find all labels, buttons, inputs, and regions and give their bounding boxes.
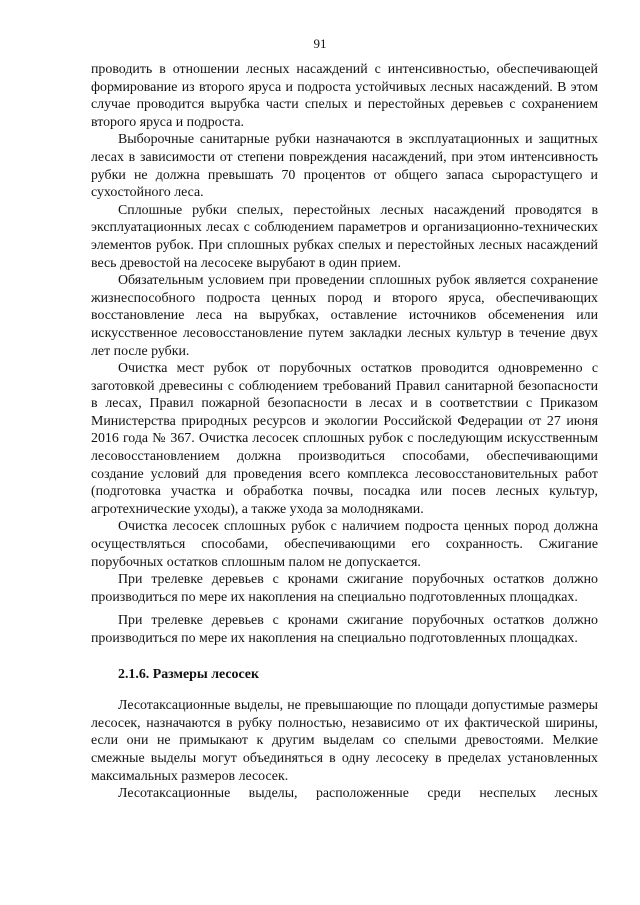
paragraph-skidding-burning-1: При трелевке деревьев с кронами сжигание порубочных остатков должно производиться по мере их накопления на специально подготовленных площадках.: [91, 572, 598, 605]
paragraph-continuation: проводить в отношении лесных насаждений с интенсивностью, обеспечивающей формирование из второго яруса и подроста устойчивых лесных насаждений. В этом случае проводится вырубка части спелых и перестойных деревьев с сохранением второго яруса и подроста.: [91, 62, 598, 130]
paragraph-mandatory-condition: Обязательным условием при проведении сплошных рубок является сохранение жизнеспособного подроста ценных пород и второго яруса, обеспечивающих восстановление леса на вырубках, оставление источников обсеменения или искусственное лесовосстановление путем закладки лесных культур в течение двух лет после рубки.: [91, 273, 598, 359]
paragraph-skidding-burning-2: При трелевке деревьев с кронами сжигание порубочных остатков должно производиться по мере их накопления на специально подготовленных площадках.: [91, 613, 598, 646]
paragraph-clear-cuttings: Сплошные рубки спелых, перестойных лесных насаждений проводятся в эксплуатационных лесах с соблюдением параметров и организационно-технических элементов рубок. При сплошных рубках спелых и перестойных лесных насаждений весь древостой на лесосеке вырубают в один прием.: [91, 202, 598, 271]
page-number: 91: [313, 36, 327, 51]
paragraph-allotments-continued: Лесотаксационные выделы, расположенные среди неспелых лесных: [118, 786, 598, 802]
paragraph-forest-allotments: Лесотаксационные выделы, не превышающие по площади допустимые размеры лесосек, назначаются в рубку полностью, независимо от их фактической ширины, если они не примыкают к другим выделам со спелыми древостоями. Мелкие смежные выделы могут объединяться в одну лесосеку в пределах установленных максимальных размеров лесосек.: [91, 698, 598, 784]
section-heading: 2.1.6. Размеры лесосек: [118, 666, 259, 682]
paragraph-cutting-site-cleanup: Очистка мест рубок от порубочных остатков проводится одновременно с заготовкой древесины с соблюдением требований Правил санитарной безопасности в лесах, Правил пожарной безопасности в лесах и в соответствии с Приказом Министерства природных ресурсов и экологии Российской Федерации от 27 июня 2016 года № 367. Очистка лесосек сплошных рубок с последующим искусственным лесовосстановлением должна производиться способами, обеспечивающими создание условий для проведения всего комплекса лесовосстановительных работ (подготовка участка и обработка почвы, посадка или посев лесных культур, агротехнические уходы), а также ухода за молодняками.: [91, 361, 598, 517]
paragraph-undergrowth-preservation: Очистка лесосек сплошных рубок с наличием подроста ценных пород должна осуществляться способами, обеспечивающими его сохранность. Сжигание порубочных остатков сплошным палом не допускается.: [91, 519, 598, 570]
page-body: [91, 61, 598, 803]
paragraph-selective-sanitary-cuttings: Выборочные санитарные рубки назначаются в эксплуатационных и защитных лесах в зависимости от степени повреждения насаждений, при этом интенсивность рубки не должна превышать 70 процентов от общего запаса сырорастущего и сухостойного леса.: [91, 132, 598, 201]
